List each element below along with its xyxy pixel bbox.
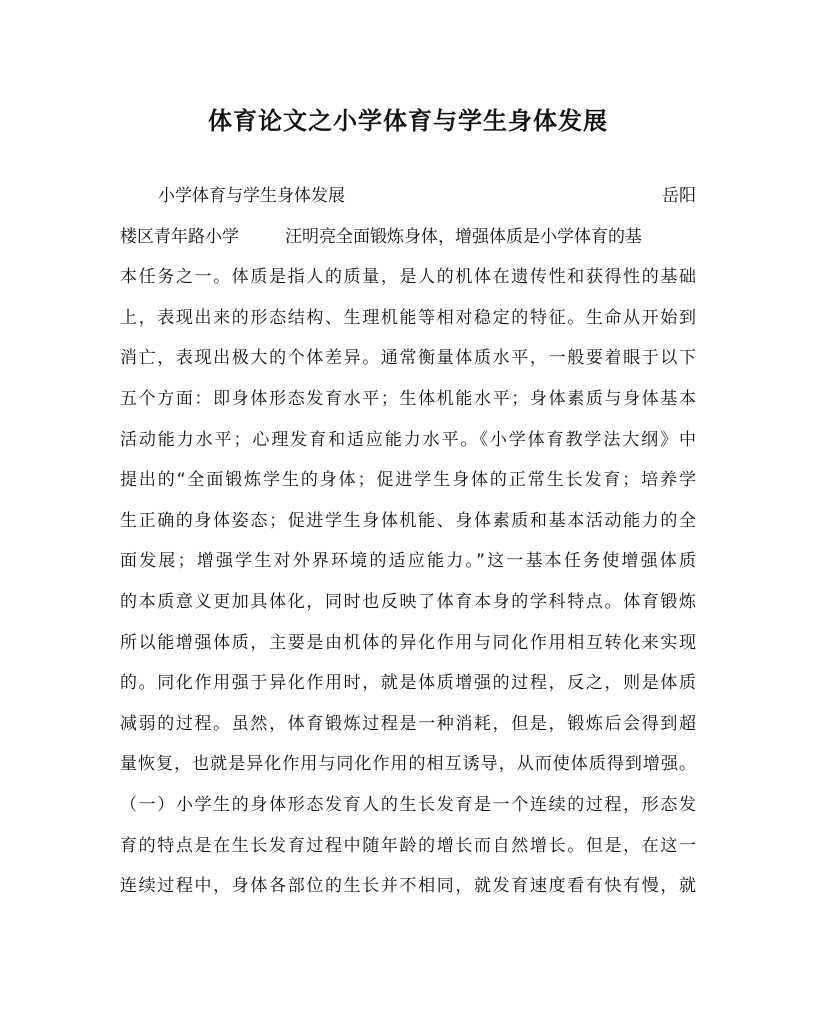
- author-line: [120, 217, 696, 258]
- paragraph-line: 的本质意义更加具体化，同时也反映了体育本身的学科特点。体育锻炼: [120, 591, 696, 612]
- paragraph-line: 活动能力水平；心理发育和适应能力水平。《小学体育教学法大纲》中: [120, 429, 696, 450]
- paragraph-line: 量恢复，也就是异化作用与同化作用的相互诱导，从而使体质得到增强。: [120, 754, 696, 775]
- paragraph-line: 所以能增强体质，主要是由机体的异化作用与同化作用相互转化来实现: [120, 632, 696, 653]
- paragraph-line: 育的特点是在生长发育过程中随年龄的增长而自然增长。但是，在这一: [120, 835, 696, 856]
- author-paragraph-start: 汪明亮全面锻炼身体，增强体质是小学体育的基: [285, 226, 642, 247]
- document-title: 体育论文之小学体育与学生身体发展: [208, 106, 608, 135]
- paragraph-line: 减弱的过程。虽然，体育锻炼过程是一种消耗，但是，锻炼后会得到超: [120, 713, 696, 734]
- paragraph-line: 连续过程中，身体各部位的生长并不相同，就发育速度看有快有慢，就: [120, 876, 696, 897]
- school-name-text: 楼区青年路小学: [120, 226, 239, 247]
- paragraph-line: （一）小学生的身体形态发育人的生长发育是一个连续的过程，形态发: [120, 794, 696, 815]
- subtitle-text: 小学体育与学生身体发展: [158, 186, 345, 206]
- subtitle-line: [120, 176, 696, 217]
- paragraph-line: 提出的“全面锻炼学生的身体；促进学生身体的正常生长发育；培养学: [120, 470, 696, 491]
- paragraph-line: 五个方面：即身体形态发育水平；生体机能水平；身体素质与身体基本: [120, 388, 696, 409]
- paragraph-line: 本任务之一。体质是指人的质量，是人的机体在遗传性和获得性的基础: [120, 267, 696, 288]
- paragraph-line: 生正确的身体姿态；促进学生身体机能、身体素质和基本活动能力的全: [120, 510, 696, 531]
- paragraph-line: 的。同化作用强于异化作用时，就是体质增强的过程，反之，则是体质: [120, 673, 696, 694]
- author-location-text: 岳阳: [662, 186, 696, 206]
- paragraph-line: 消亡，表现出极大的个体差异。通常衡量体质水平，一般要着眼于以下: [120, 348, 696, 369]
- document-body: [120, 176, 696, 907]
- paragraph-line: 面发展；增强学生对外界环境的适应能力。”这一基本任务使增强体质: [120, 551, 696, 572]
- paragraph-line: 上，表现出来的形态结构、生理机能等相对稳定的特征。生命从开始到: [120, 307, 696, 328]
